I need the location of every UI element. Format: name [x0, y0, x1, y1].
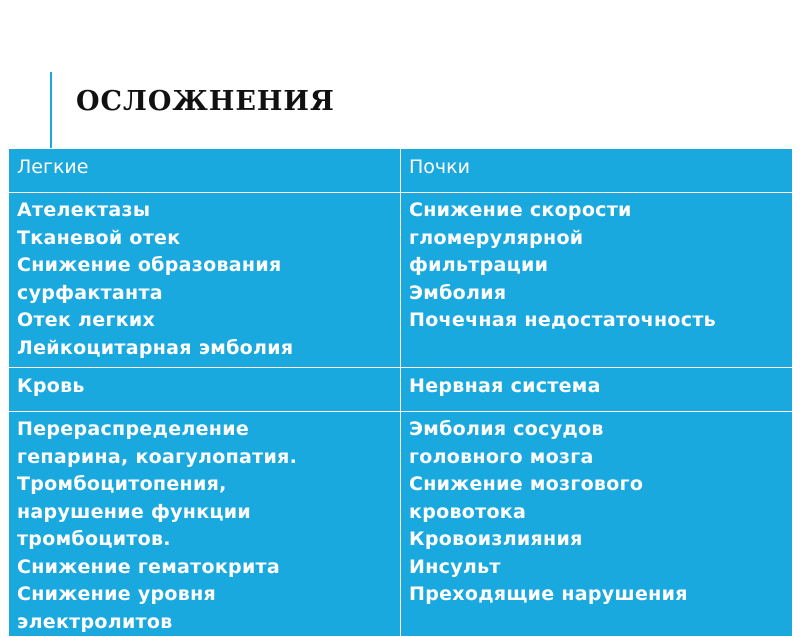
list-item: Кровоизлияния	[409, 528, 583, 550]
list-item: Снижение уровня	[17, 583, 217, 605]
list-item: тромбоцитов.	[17, 528, 171, 550]
list-item: гломерулярной	[409, 226, 584, 249]
list-item: Ателектазы	[17, 199, 151, 221]
list-item: сурфактанта	[17, 281, 163, 304]
list-item: Тромбоцитопения,	[17, 473, 227, 495]
cell-blood-list	[9, 412, 401, 637]
list-item: Преходящие нарушения	[409, 583, 688, 605]
list-item: Инсульт	[409, 555, 501, 578]
cell-nervous-system-header: Нервная система	[401, 368, 793, 412]
cell-nervous-system-list	[401, 412, 793, 637]
list-item: гепарина, коагулопатия.	[17, 445, 298, 468]
table-row-body-2	[9, 412, 793, 637]
table-row-header-1	[9, 149, 793, 193]
list-item: электролитов	[17, 610, 173, 633]
title-accent-bar	[50, 72, 52, 148]
list-item: Перераспределение	[17, 418, 250, 440]
list-item: Отек легких	[17, 309, 156, 331]
list-item: Снижение скорости	[409, 199, 632, 221]
cell-lungs-header: Легкие	[9, 149, 401, 193]
list-item: головного мозга	[409, 445, 594, 468]
list-item: Снижение образования	[17, 254, 282, 276]
list-item: Почечная недостаточность	[409, 309, 716, 331]
list-item: фильтрации	[409, 254, 549, 276]
list-item: Эмболия сосудов	[409, 418, 604, 440]
list-item: Снижение гематокрита	[17, 555, 280, 578]
list-item: Тканевой отек	[17, 226, 181, 249]
table-row-body-1	[9, 193, 793, 368]
list-item: Эмболия	[409, 281, 507, 304]
list-item: Лейкоцитарная эмболия	[17, 336, 294, 359]
table-row-header-2	[9, 368, 793, 412]
list-item: нарушение функции	[17, 500, 252, 523]
cell-kidneys-header: Почки	[401, 149, 793, 193]
list-item: Снижение мозгового	[409, 473, 644, 495]
cell-blood-header: Кровь	[9, 368, 401, 412]
cell-kidneys-list	[401, 193, 793, 368]
list-item: кровотока	[409, 500, 527, 523]
cell-lungs-list	[9, 193, 401, 368]
slide-title: ОСЛОЖНЕНИЯ	[76, 86, 335, 117]
complications-table	[8, 148, 793, 637]
